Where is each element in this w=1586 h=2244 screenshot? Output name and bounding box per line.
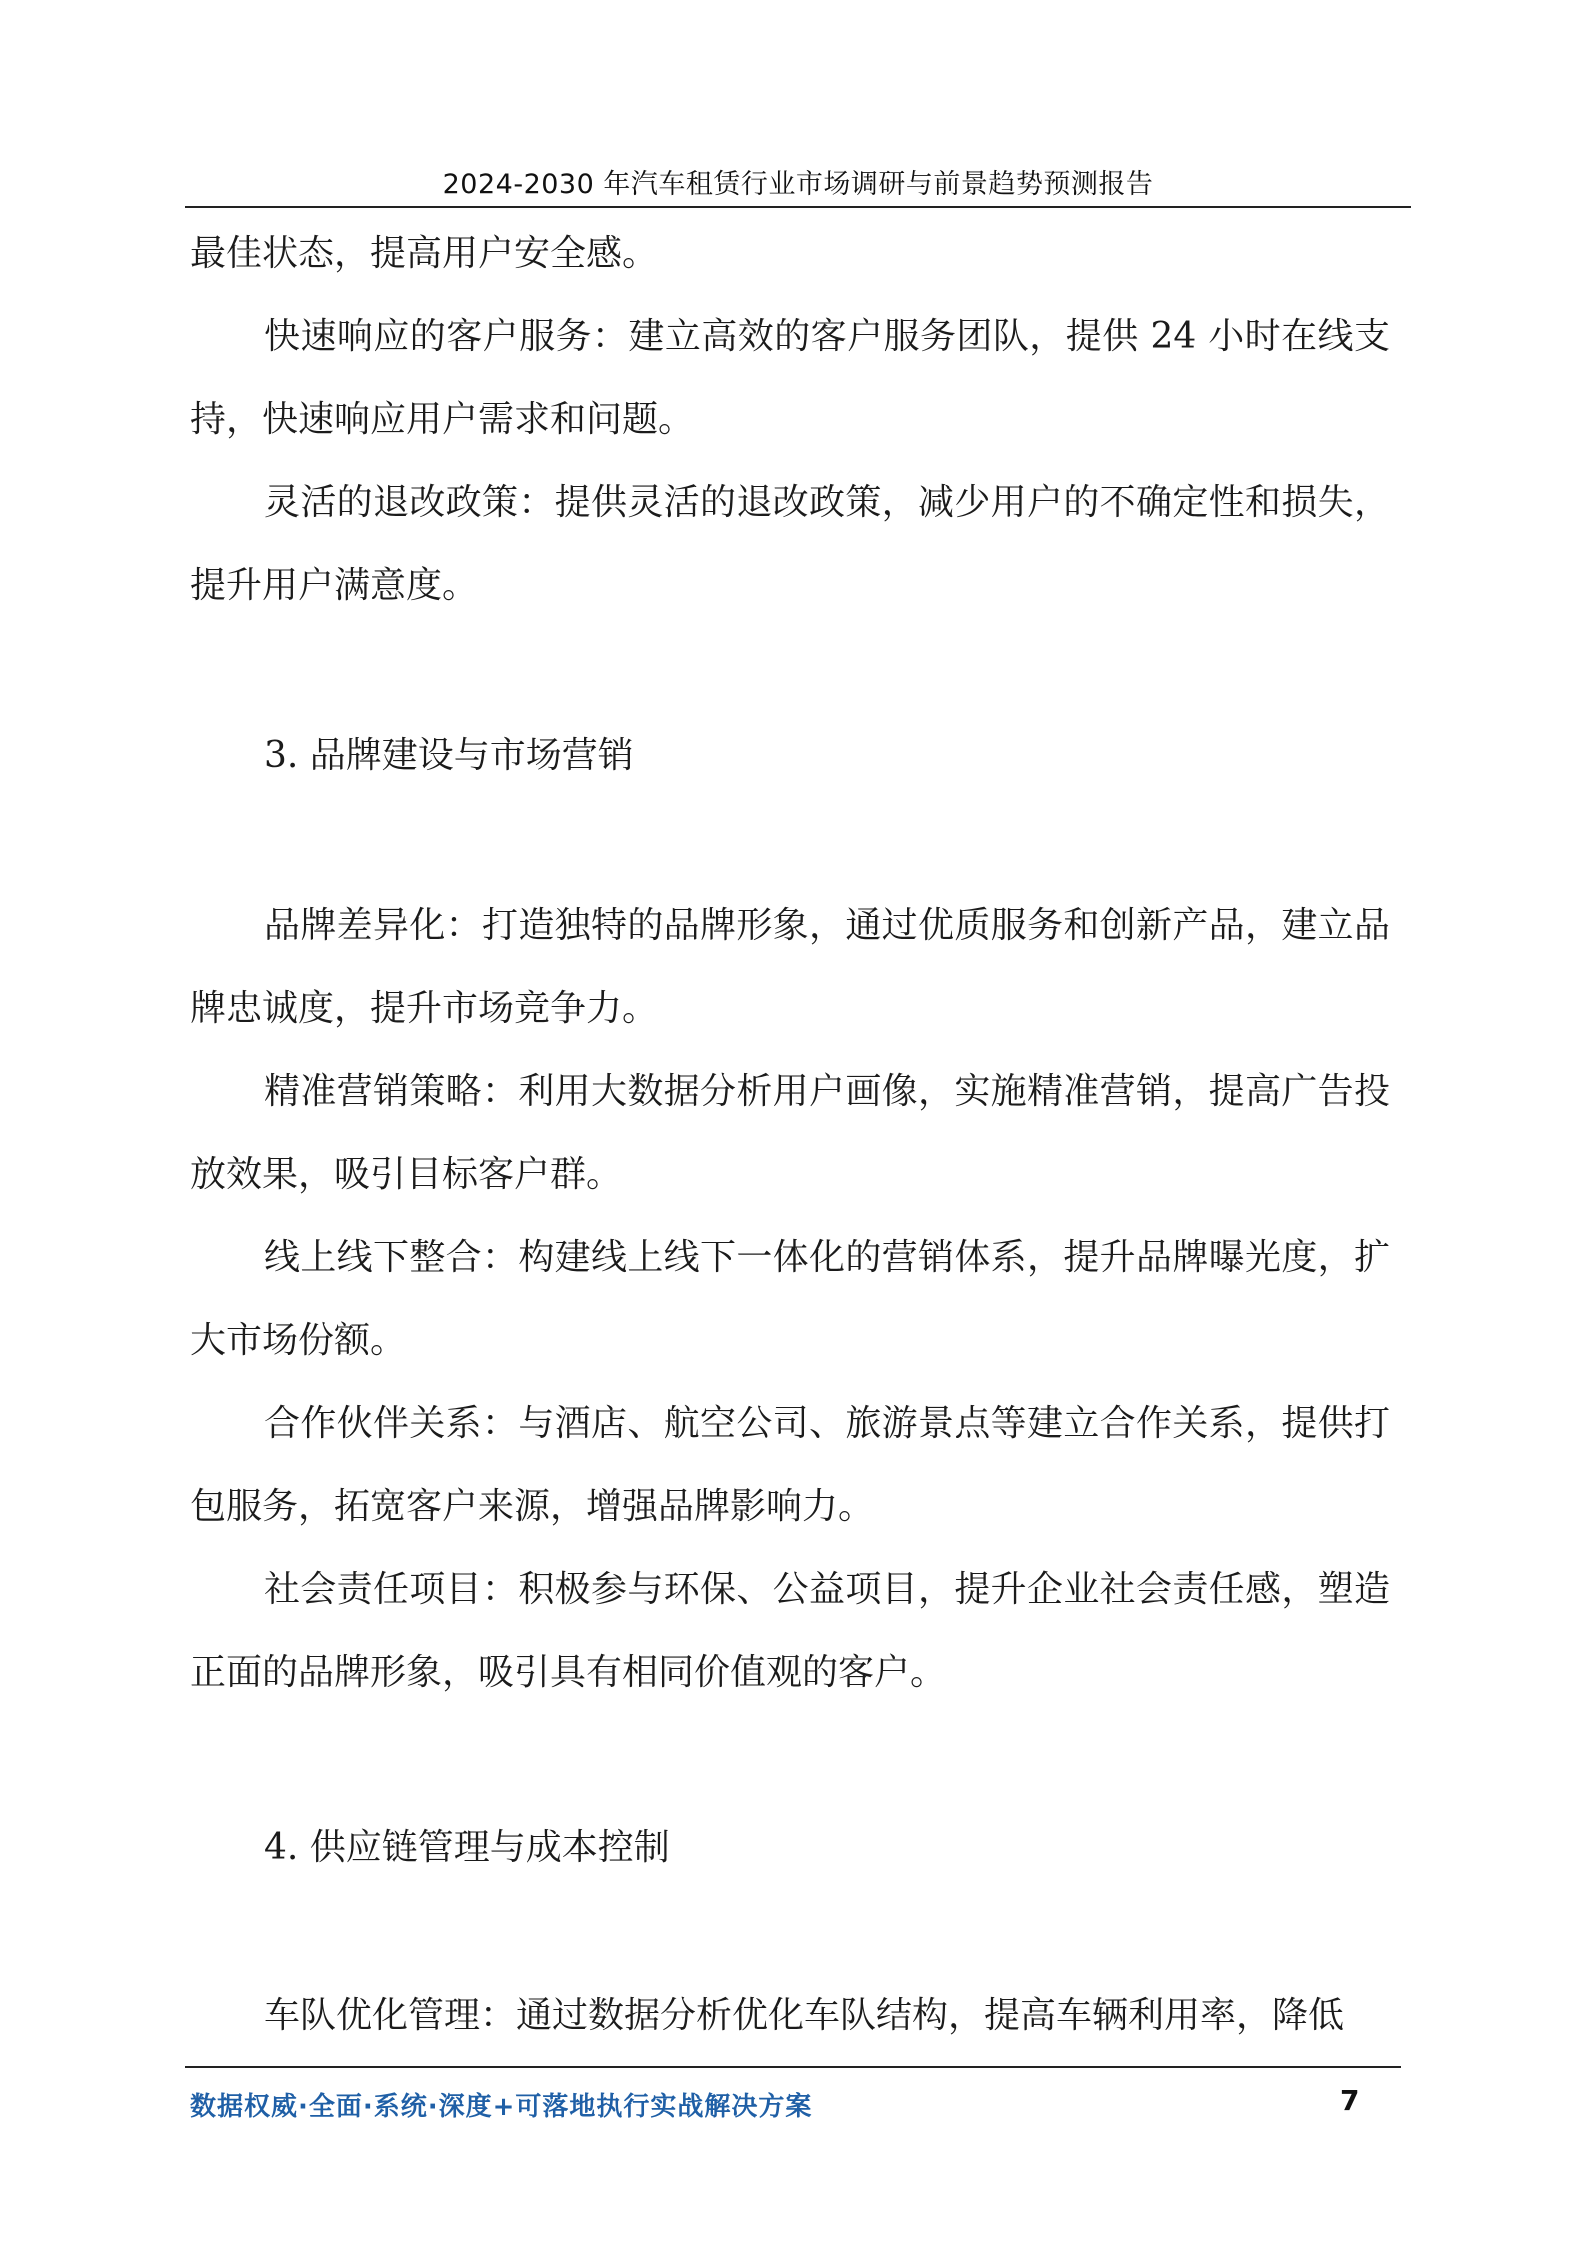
footer-slogan: 数据权威·全面·系统·深度+可落地执行实战解决方案: [190, 2092, 813, 2122]
paragraph-continuation: 最佳状态，提高用户安全感。: [190, 233, 659, 274]
section-3-body: [190, 884, 1390, 1714]
intro-block: [190, 212, 1390, 627]
paragraph-refund-policy: 灵活的退改政策：提供灵活的退改政策，减少用户的不确定性和损失，提升用户满意度。: [190, 482, 1390, 606]
paragraph-precision-marketing: 精准营销策略：利用大数据分析用户画像，实施精准营销，提高广告投放效果，吸引目标客户群。: [190, 1071, 1390, 1195]
page-number: 7: [1340, 2084, 1360, 2117]
page-header-title: 2024-2030 年汽车租赁行业市场调研与前景趋势预测报告: [442, 169, 1154, 200]
header-divider: [185, 206, 1411, 208]
paragraph-brand-differentiation: 品牌差异化：打造独特的品牌形象，通过优质服务和创新产品，建立品牌忠诚度，提升市场竞争力。: [190, 905, 1390, 1029]
paragraph-social-responsibility: 社会责任项目：积极参与环保、公益项目，提升企业社会责任感，塑造正面的品牌形象，吸引具有相同价值观的客户。: [190, 1569, 1390, 1693]
paragraph-partnerships: 合作伙伴关系：与酒店、航空公司、旅游景点等建立合作关系，提供打包服务，拓宽客户来源，增强品牌影响力。: [190, 1403, 1390, 1527]
paragraph-fleet-management: 车队优化管理：通过数据分析优化车队结构，提高车辆利用率，降低: [264, 1995, 1345, 2036]
section-heading-4: 4. 供应链管理与成本控制: [264, 1827, 670, 1868]
paragraph-online-offline: 线上线下整合：构建线上线下一体化的营销体系，提升品牌曝光度，扩大市场份额。: [190, 1237, 1390, 1361]
footer-divider: [185, 2066, 1401, 2068]
paragraph-customer-service: 快速响应的客户服务：建立高效的客户服务团队，提供 24 小时在线支持，快速响应用户需求和问题。: [190, 316, 1390, 440]
section-heading-3: 3. 品牌建设与市场营销: [264, 735, 634, 776]
section-4-body: [190, 1974, 1390, 2057]
